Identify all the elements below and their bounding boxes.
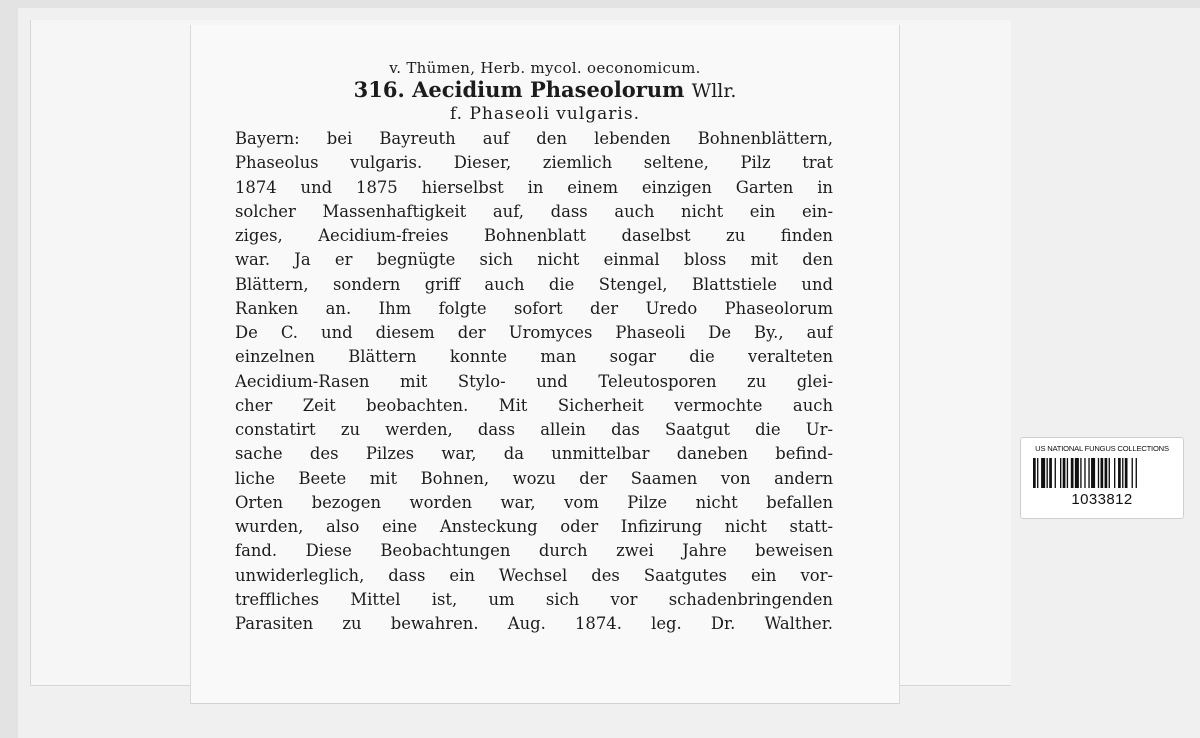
barcode-stripe — [1033, 458, 1036, 488]
collection-name: US NATIONAL FUNGUS COLLECTIONS — [1035, 444, 1169, 453]
barcode-number: 1033812 — [1071, 491, 1133, 508]
label-body-line: De C. und diesem der Uromyces Phaseoli De By., auf — [235, 323, 833, 342]
barcode-stripe — [1122, 458, 1123, 488]
barcode-stripe — [1109, 458, 1110, 488]
species-author: Wllr. — [691, 80, 737, 102]
barcode-stripe — [1055, 458, 1056, 488]
barcode-stripe — [1067, 458, 1068, 488]
label-body-line: Orten bezogen worden war, vom Pilze nicht befallen — [235, 492, 833, 512]
forma-name: f. Phaseoli vulgaris. — [449, 104, 640, 124]
barcode-stripe — [1041, 458, 1045, 488]
label-body-line: Blättern, sondern griff auch die Stengel, Blattstiele und — [235, 274, 833, 294]
label-body-line: 1874 und 1875 hierselbst in einem einzigen Garten in — [235, 177, 833, 197]
barcode-stripe — [1101, 458, 1104, 488]
specimen-number: 316. — [353, 77, 405, 102]
label-body-line: sache des Pilzes war, da unmittelbar daneben befind- — [235, 444, 833, 464]
label-body-line: einzelnen Blättern konnte man sogar die veralteten — [235, 347, 833, 367]
label-body-line: Ranken an. Ihm folgte sofort der Uredo Phaseolorum — [235, 298, 833, 318]
species-heading — [191, 77, 899, 102]
label-body-line: war. Ja er begnügte sich nicht einmal bloss mit den — [235, 250, 833, 270]
label-body-line: solcher Massenhaftigkeit auf, dass auch nicht ein ein- — [235, 201, 833, 221]
label-body-line: liche Beete mit Bohnen, wozu der Saamen von andern — [235, 468, 833, 488]
label-body-line: unwiderleglich, dass ein Wechsel des Saatgutes ein vor- — [235, 565, 833, 585]
label-body-line: Aecidium-Rasen mit Stylo- und Teleutosporen zu glei- — [235, 371, 833, 391]
barcode-stripe — [1118, 458, 1121, 488]
barcode-stripe — [1091, 458, 1095, 488]
barcode-stripe — [1136, 458, 1137, 488]
barcode-stripe — [1060, 458, 1061, 488]
barcode-stripe — [1049, 458, 1052, 488]
label-body-line: Parasiten zu bewahren. Aug. 1874. leg. Dr. Walther. — [235, 614, 833, 633]
barcode-stripe — [1071, 458, 1074, 488]
barcode-stripe — [1075, 458, 1079, 488]
label-body-line: wurden, also eine Ansteckung oder Infizirung nicht statt- — [235, 517, 833, 536]
barcode-stripe — [1132, 458, 1133, 488]
barcode-icon — [1033, 458, 1171, 488]
barcode-stripe — [1037, 458, 1038, 488]
barcode-stripe — [1088, 458, 1089, 488]
label-body-line: Phaseolus vulgaris. Dieser, ziemlich seltene, Pilz trat — [235, 153, 833, 173]
barcode-stripe — [1105, 458, 1108, 488]
barcode-tag — [1020, 437, 1184, 519]
label-body-line: constatirt zu werden, dass allein das Saatgut die Ur- — [235, 420, 833, 439]
exsiccata-title: v. Thümen, Herb. mycol. oeconomicum. — [389, 59, 701, 77]
label-body-line: treffliches Mittel ist, um sich vor schadenbringenden — [235, 589, 833, 609]
specimen-label — [190, 25, 900, 704]
label-body-line: ziges, Aecidium-freies Bohnenblatt daselbst zu finden — [235, 226, 833, 245]
species-name: Aecidium Phaseolorum — [412, 77, 685, 102]
barcode-stripe — [1080, 458, 1081, 488]
label-body-line: Bayern: bei Bayreuth auf den lebenden Bohnenblättern, — [235, 129, 833, 148]
barcode-stripe — [1047, 458, 1048, 488]
label-body-line: cher Zeit beobachten. Mit Sicherheit vermochte auch — [235, 395, 833, 415]
barcode-stripe — [1114, 458, 1115, 488]
barcode-stripe — [1063, 458, 1066, 488]
label-body-text — [235, 127, 833, 636]
barcode-stripe — [1084, 458, 1085, 488]
label-body-line: fand. Diese Beobachtungen durch zwei Jahre beweisen — [235, 541, 833, 561]
barcode-stripe — [1125, 458, 1128, 488]
barcode-stripe — [1098, 458, 1099, 488]
